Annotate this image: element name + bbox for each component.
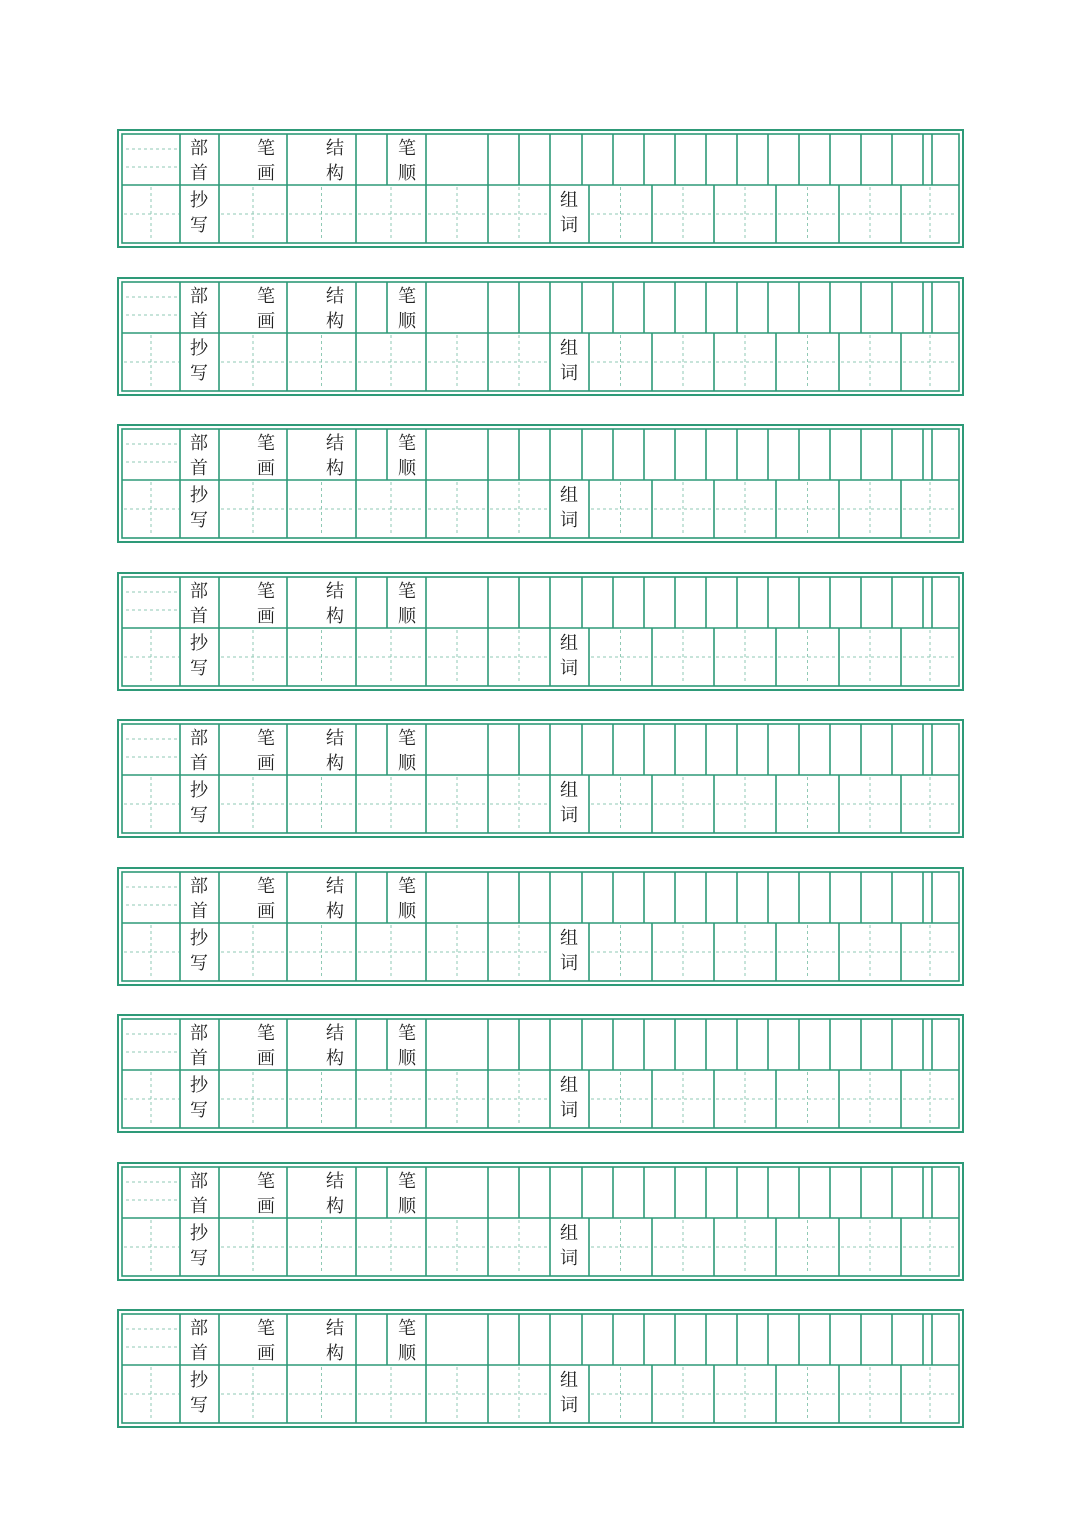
label-stroke-count: 笔 bbox=[257, 876, 275, 897]
label-radical: 首 bbox=[190, 163, 208, 184]
label-stroke-order: 笔 bbox=[398, 138, 416, 159]
label-stroke-count: 画 bbox=[257, 458, 275, 479]
character-practice-block bbox=[117, 1309, 964, 1428]
label-copy: 写 bbox=[190, 953, 208, 974]
label-word-building: 组 bbox=[560, 190, 578, 211]
label-word-building: 组 bbox=[560, 633, 578, 654]
label-radical: 部 bbox=[190, 1318, 208, 1339]
label-stroke-count: 画 bbox=[257, 901, 275, 922]
label-stroke-order: 笔 bbox=[398, 1023, 416, 1044]
inner-frame bbox=[122, 429, 959, 538]
label-copy: 写 bbox=[190, 1248, 208, 1269]
label-word-building: 词 bbox=[560, 1248, 578, 1269]
label-copy: 抄 bbox=[190, 1075, 208, 1096]
label-structure: 构 bbox=[326, 311, 344, 332]
character-practice-block bbox=[117, 129, 964, 248]
label-structure: 构 bbox=[326, 1343, 344, 1364]
label-stroke-order: 顺 bbox=[398, 311, 416, 332]
character-practice-block bbox=[117, 1014, 964, 1133]
inner-frame bbox=[122, 577, 959, 686]
label-word-building: 组 bbox=[560, 1075, 578, 1096]
block-grid bbox=[117, 1162, 964, 1281]
label-stroke-count: 画 bbox=[257, 753, 275, 774]
character-practice-block bbox=[117, 719, 964, 838]
label-copy: 写 bbox=[190, 658, 208, 679]
block-grid bbox=[117, 277, 964, 396]
label-word-building: 组 bbox=[560, 485, 578, 506]
label-word-building: 词 bbox=[560, 215, 578, 236]
character-practice-block bbox=[117, 867, 964, 986]
label-word-building: 词 bbox=[560, 658, 578, 679]
label-stroke-order: 笔 bbox=[398, 1171, 416, 1192]
label-stroke-count: 画 bbox=[257, 1343, 275, 1364]
outer-frame bbox=[118, 278, 963, 395]
label-radical: 部 bbox=[190, 1023, 208, 1044]
label-stroke-order: 笔 bbox=[398, 876, 416, 897]
label-word-building: 词 bbox=[560, 363, 578, 384]
label-copy: 抄 bbox=[190, 633, 208, 654]
outer-frame bbox=[118, 1163, 963, 1280]
label-radical: 部 bbox=[190, 876, 208, 897]
outer-frame bbox=[118, 720, 963, 837]
label-stroke-order: 顺 bbox=[398, 163, 416, 184]
label-radical: 首 bbox=[190, 1048, 208, 1069]
label-copy: 抄 bbox=[190, 780, 208, 801]
label-stroke-order: 顺 bbox=[398, 753, 416, 774]
character-practice-block bbox=[117, 424, 964, 543]
inner-frame bbox=[122, 872, 959, 981]
label-radical: 首 bbox=[190, 1343, 208, 1364]
label-radical: 部 bbox=[190, 1171, 208, 1192]
label-copy: 写 bbox=[190, 215, 208, 236]
outer-frame bbox=[118, 130, 963, 247]
character-practice-block bbox=[117, 1162, 964, 1281]
label-structure: 结 bbox=[326, 581, 344, 602]
label-copy: 写 bbox=[190, 363, 208, 384]
label-stroke-count: 笔 bbox=[257, 433, 275, 454]
label-structure: 结 bbox=[326, 728, 344, 749]
inner-frame bbox=[122, 1314, 959, 1423]
label-radical: 首 bbox=[190, 901, 208, 922]
label-copy: 抄 bbox=[190, 928, 208, 949]
inner-frame bbox=[122, 1019, 959, 1128]
label-stroke-count: 笔 bbox=[257, 286, 275, 307]
label-stroke-order: 顺 bbox=[398, 1196, 416, 1217]
label-stroke-order: 笔 bbox=[398, 433, 416, 454]
label-stroke-count: 笔 bbox=[257, 1023, 275, 1044]
label-radical: 首 bbox=[190, 458, 208, 479]
label-stroke-count: 画 bbox=[257, 311, 275, 332]
label-structure: 构 bbox=[326, 901, 344, 922]
outer-frame bbox=[118, 573, 963, 690]
label-word-building: 词 bbox=[560, 953, 578, 974]
outer-frame bbox=[118, 1015, 963, 1132]
label-stroke-order: 笔 bbox=[398, 581, 416, 602]
label-radical: 部 bbox=[190, 728, 208, 749]
label-stroke-order: 顺 bbox=[398, 1343, 416, 1364]
label-stroke-count: 笔 bbox=[257, 1318, 275, 1339]
character-practice-block bbox=[117, 572, 964, 691]
label-structure: 构 bbox=[326, 753, 344, 774]
block-grid bbox=[117, 867, 964, 986]
label-structure: 结 bbox=[326, 138, 344, 159]
block-grid bbox=[117, 424, 964, 543]
block-grid bbox=[117, 1014, 964, 1133]
label-copy: 写 bbox=[190, 1395, 208, 1416]
label-stroke-count: 笔 bbox=[257, 1171, 275, 1192]
label-stroke-count: 笔 bbox=[257, 138, 275, 159]
label-word-building: 词 bbox=[560, 805, 578, 826]
block-grid bbox=[117, 572, 964, 691]
label-radical: 首 bbox=[190, 606, 208, 627]
label-structure: 结 bbox=[326, 1023, 344, 1044]
label-radical: 首 bbox=[190, 753, 208, 774]
label-stroke-count: 画 bbox=[257, 1048, 275, 1069]
label-word-building: 词 bbox=[560, 510, 578, 531]
label-word-building: 组 bbox=[560, 1370, 578, 1391]
label-stroke-order: 顺 bbox=[398, 606, 416, 627]
label-structure: 结 bbox=[326, 876, 344, 897]
label-copy: 抄 bbox=[190, 1370, 208, 1391]
label-radical: 首 bbox=[190, 1196, 208, 1217]
label-word-building: 词 bbox=[560, 1395, 578, 1416]
label-copy: 写 bbox=[190, 805, 208, 826]
inner-frame bbox=[122, 282, 959, 391]
label-copy: 抄 bbox=[190, 338, 208, 359]
inner-frame bbox=[122, 724, 959, 833]
label-structure: 构 bbox=[326, 606, 344, 627]
inner-frame bbox=[122, 134, 959, 243]
label-word-building: 组 bbox=[560, 780, 578, 801]
label-structure: 构 bbox=[326, 458, 344, 479]
label-structure: 构 bbox=[326, 163, 344, 184]
label-structure: 结 bbox=[326, 286, 344, 307]
label-structure: 结 bbox=[326, 1318, 344, 1339]
label-word-building: 组 bbox=[560, 928, 578, 949]
label-stroke-order: 顺 bbox=[398, 1048, 416, 1069]
label-copy: 写 bbox=[190, 510, 208, 531]
label-copy: 抄 bbox=[190, 1223, 208, 1244]
label-word-building: 组 bbox=[560, 338, 578, 359]
outer-frame bbox=[118, 868, 963, 985]
block-grid bbox=[117, 129, 964, 248]
label-radical: 部 bbox=[190, 581, 208, 602]
label-radical: 首 bbox=[190, 311, 208, 332]
label-radical: 部 bbox=[190, 433, 208, 454]
label-structure: 结 bbox=[326, 1171, 344, 1192]
label-stroke-count: 笔 bbox=[257, 581, 275, 602]
label-stroke-count: 笔 bbox=[257, 728, 275, 749]
label-stroke-order: 笔 bbox=[398, 1318, 416, 1339]
label-stroke-order: 笔 bbox=[398, 286, 416, 307]
label-structure: 构 bbox=[326, 1196, 344, 1217]
label-stroke-order: 顺 bbox=[398, 901, 416, 922]
label-copy: 写 bbox=[190, 1100, 208, 1121]
character-practice-block bbox=[117, 277, 964, 396]
outer-frame bbox=[118, 1310, 963, 1427]
outer-frame bbox=[118, 425, 963, 542]
inner-frame bbox=[122, 1167, 959, 1276]
label-copy: 抄 bbox=[190, 485, 208, 506]
label-stroke-count: 画 bbox=[257, 1196, 275, 1217]
block-grid bbox=[117, 1309, 964, 1428]
label-copy: 抄 bbox=[190, 190, 208, 211]
label-word-building: 词 bbox=[560, 1100, 578, 1121]
label-radical: 部 bbox=[190, 138, 208, 159]
label-structure: 构 bbox=[326, 1048, 344, 1069]
label-stroke-order: 笔 bbox=[398, 728, 416, 749]
label-stroke-count: 画 bbox=[257, 163, 275, 184]
label-structure: 结 bbox=[326, 433, 344, 454]
block-grid bbox=[117, 719, 964, 838]
label-radical: 部 bbox=[190, 286, 208, 307]
label-stroke-count: 画 bbox=[257, 606, 275, 627]
label-word-building: 组 bbox=[560, 1223, 578, 1244]
label-stroke-order: 顺 bbox=[398, 458, 416, 479]
